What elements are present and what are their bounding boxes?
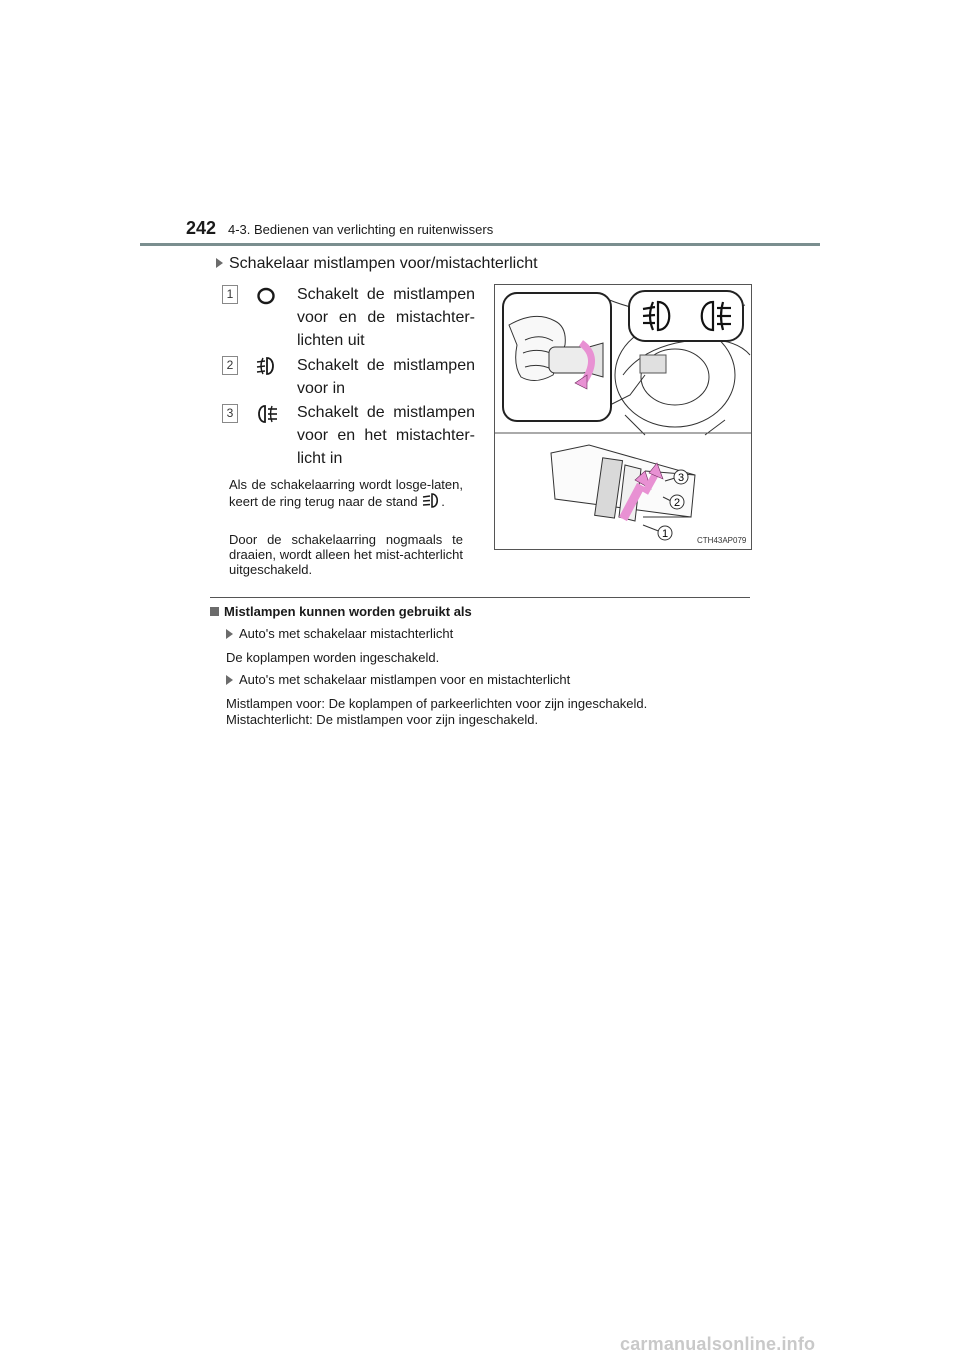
triangle-bullet-icon xyxy=(226,675,233,685)
item-text-1: Schakelt de mistlampen voor en de mistachter-lichten uit xyxy=(297,286,475,349)
fog-switch-figure xyxy=(494,284,752,550)
item-number-1: 1 xyxy=(222,285,238,304)
case2-line1: Mistlampen voor: De koplampen of parkeerlichten voor zijn ingeschakeld. xyxy=(226,696,648,711)
rear-fog-icon xyxy=(254,403,280,425)
section-title: 4-3. Bedienen van verlichting en ruitenwissers xyxy=(228,222,494,237)
case2-label xyxy=(226,672,570,687)
fog-switch-illustration xyxy=(495,285,751,549)
item-text-2: Schakelt de mistlampen voor in xyxy=(297,357,475,397)
case2-label-text: Auto's met schakelaar mistlampen voor en mistachterlicht xyxy=(239,672,571,687)
note-release xyxy=(229,477,463,509)
watermark: carmanualsonline.info xyxy=(620,1334,816,1354)
triangle-bullet-icon xyxy=(226,629,233,639)
fog-off-icon xyxy=(256,287,276,305)
case1-label xyxy=(226,626,453,641)
case1-text: De koplampen worden ingeschakeld. xyxy=(226,650,440,665)
note-release-end: . xyxy=(441,494,445,509)
figure-code: CTH43AP079 xyxy=(697,536,747,545)
note-twist: Door de schakelaarring nogmaals te draaien, wordt alleen het mist-achterlicht uitgeschakeld. xyxy=(229,532,463,577)
sub-heading-text: Schakelaar mistlampen voor/mistachterlicht xyxy=(229,255,538,272)
front-fog-icon xyxy=(254,355,278,377)
item-number-3: 3 xyxy=(222,404,238,423)
header-rule xyxy=(140,243,820,246)
item-number-2: 2 xyxy=(222,356,238,375)
callout-2-label: 2 xyxy=(673,497,681,509)
page-number: 242 xyxy=(186,218,217,238)
triangle-bullet-icon xyxy=(216,258,223,268)
sub-heading xyxy=(216,255,538,273)
square-bullet-icon xyxy=(210,607,219,616)
item-text-3: Schakelt de mistlampen voor en het mistachter-licht in xyxy=(297,404,475,467)
conditions-heading-text: Mistlampen kunnen worden gebruikt als xyxy=(224,604,472,619)
case2-line2: Mistachterlicht: De mistlampen voor zijn ingeschakeld. xyxy=(226,712,539,727)
front-fog-icon xyxy=(421,492,441,509)
section-rule xyxy=(210,597,750,598)
case1-label-text: Auto's met schakelaar mistachterlicht xyxy=(239,626,454,641)
callout-3-label: 3 xyxy=(677,472,685,484)
callout-1-label: 1 xyxy=(661,528,669,540)
note-release-text: Als de schakelaarring wordt losge-laten, keert de ring terug naar de stand xyxy=(229,477,463,509)
conditions-heading xyxy=(210,604,472,619)
